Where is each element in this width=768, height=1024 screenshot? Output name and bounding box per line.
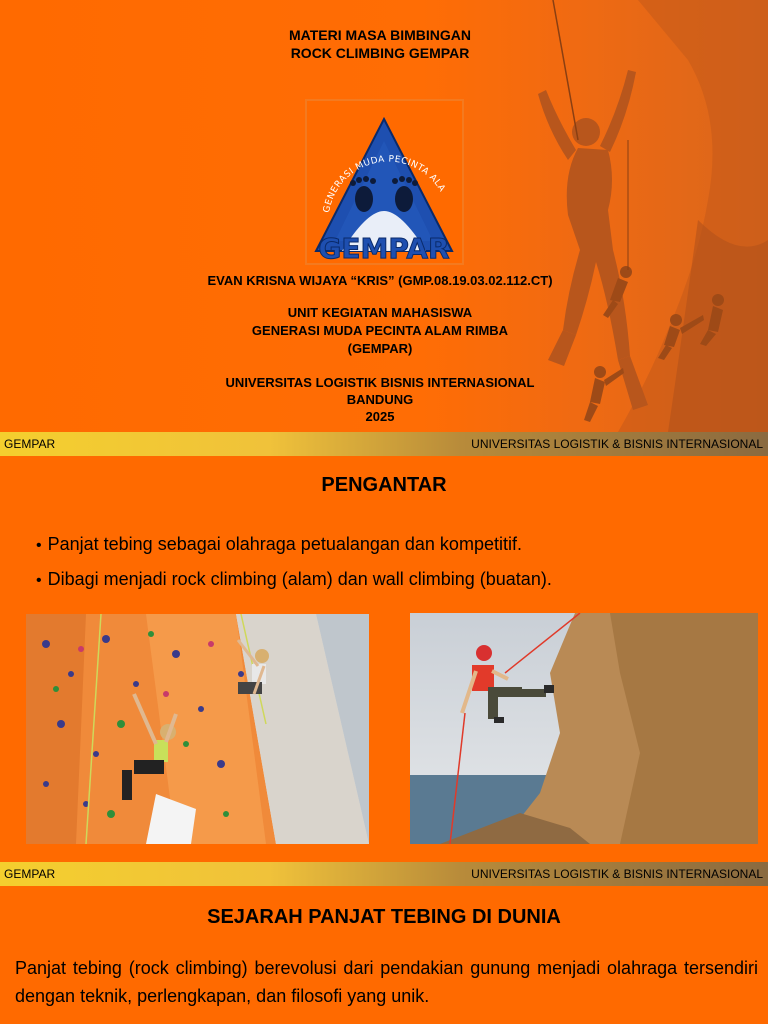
university-block [150, 374, 610, 425]
gempar-logo-graphic [307, 101, 462, 263]
bullet-item: • Panjat tebing sebagai olahraga petualangan dan kompetitif. [36, 534, 552, 555]
pengantar-bullet-list [36, 534, 552, 604]
footer-right-label: UNIVERSITAS LOGISTIK & BISNIS INTERNASIONAL [471, 437, 763, 451]
slide-pengantar [0, 456, 768, 862]
slide-sejarah [0, 886, 768, 1024]
footer-band-1 [0, 432, 768, 456]
sejarah-paragraph: Panjat tebing (rock climbing) berevolusi dari pendakian gunung menjadi olahraga tersendiri dengan teknik, perlengkapan, dan filosofi yang unik. [15, 958, 758, 1006]
bullet-item: • Dibagi menjadi rock climbing (alam) dan wall climbing (buatan). [36, 569, 552, 590]
author-name: EVAN KRISNA WIJAYA “KRIS” (GMP.08.19.03.02.112.CT) [207, 273, 553, 288]
footer-right-label: UNIVERSITAS LOGISTIK & BISNIS INTERNASIONAL [471, 867, 763, 881]
rock-climbing-photo [410, 613, 758, 844]
logo-arc-text: GENERASI MUDA PECINTA ALA [322, 154, 447, 214]
climber-silhouette-illustration [468, 0, 768, 432]
sejarah-heading: SEJARAH PANJAT TEBING DI DUNIA [207, 906, 561, 928]
unit-line-3: (GEMPAR) [347, 341, 413, 356]
cover-title [190, 26, 570, 62]
footer-left-label: GEMPAR [4, 867, 56, 881]
unit-line-1: UNIT KEGIATAN MAHASISWA [287, 305, 473, 320]
gempar-logo [307, 101, 462, 263]
unit-line-2: GENERASI MUDA PECINTA ALAM RIMBA [251, 323, 509, 338]
slide-cover [0, 0, 768, 432]
wall-climbing-photo [26, 614, 369, 844]
footer-band-2 [0, 862, 768, 886]
university-line-2: BANDUNG [346, 392, 414, 407]
university-line-1: UNIVERSITAS LOGISTIK BISNIS INTERNASIONAL [225, 375, 535, 390]
pengantar-heading: PENGANTAR [321, 474, 447, 496]
cover-title-line-2: ROCK CLIMBING GEMPAR [290, 45, 470, 61]
university-line-3: 2025 [365, 409, 395, 424]
unit-block [150, 304, 610, 358]
logo-wordmark: GEMPAR [318, 232, 450, 263]
footer-left-label: GEMPAR [4, 437, 56, 451]
cover-title-line-1: MATERI MASA BIMBINGAN [289, 27, 471, 43]
